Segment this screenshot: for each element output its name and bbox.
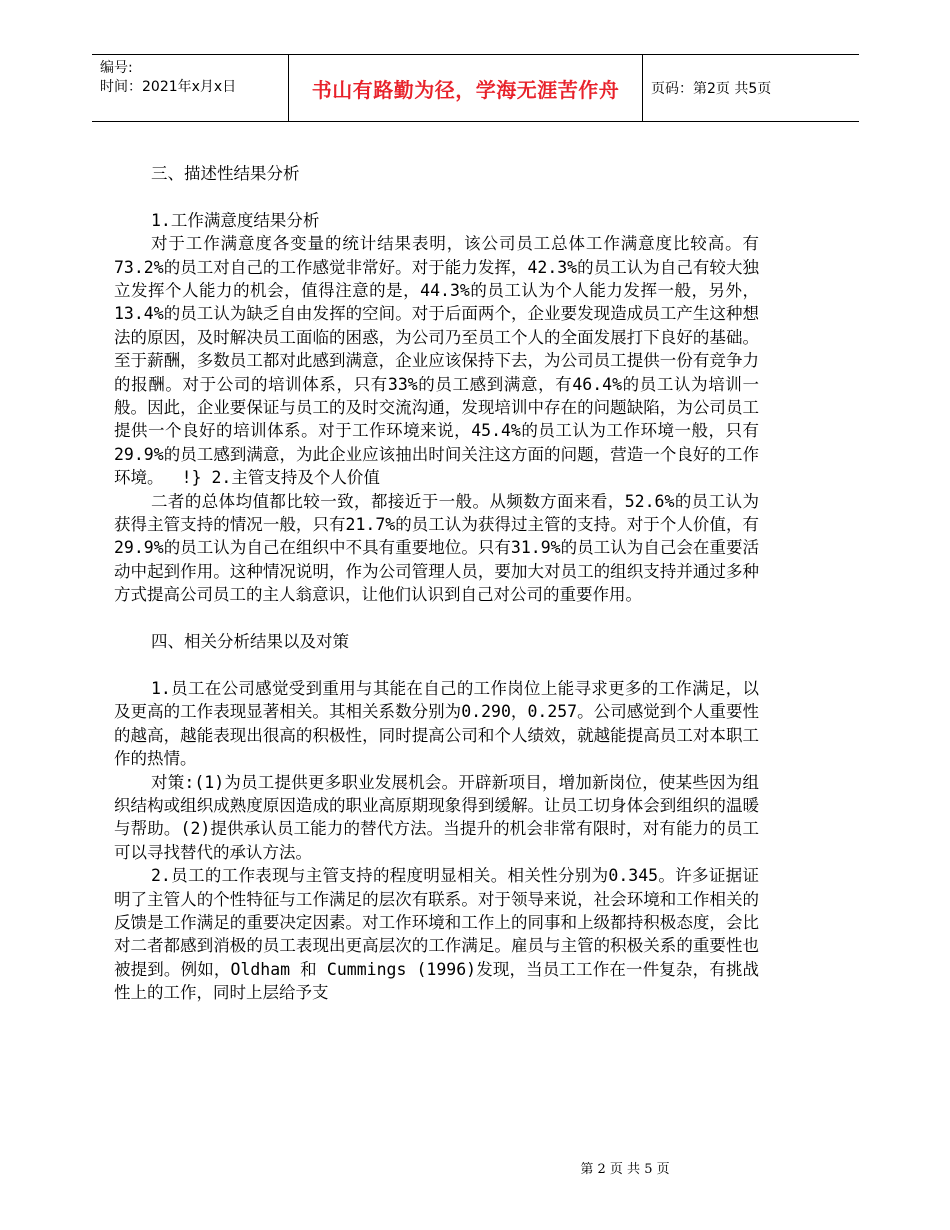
footer-page-number: 第 2 页 共 5 页 — [580, 1162, 670, 1177]
paragraph-supervisor-support: 二者的总体均值都比较一致，都接近于一般。从频数方面来看，52.6%的员工认为获得主管支持的情况一般，只有21.7%的员工认为获得过主管的支持。对于个人价值，有29.9%的员工认为自己在组织中不具有重要地位。只有31.9%的员工认为自己会在重要活动中起到作用。这种情况说明，作为公司管理人员，要加大对员工的组织支持并通过多种方式提高公司员工的主人翁意识，让他们认识到自己对公司的重要作用。 — [114, 491, 759, 605]
header-motto: 书山有路勤为径，学海无涯苦作舟 — [288, 55, 643, 121]
date-label: 时间：2021年x月x日 — [100, 79, 237, 95]
paragraph-countermeasures: 对策:(1)为员工提供更多职业发展机会。开辟新项目，增加新岗位，使某些因为组织结构或组织成熟度原因造成的职业高原期现象得到缓解。让员工切身体会到组织的温暖与帮助。(2)提供承认员工能力的替代方法。当提升的机会非常有限时，对有能力的员工可以寻找替代的承认方法。 — [114, 772, 759, 862]
subsection-1-title: 1.工作满意度结果分析 — [151, 210, 320, 230]
section-3-title: 三、描述性结果分析 — [151, 164, 300, 183]
header-meta — [92, 55, 288, 121]
paragraph-correlation-2: 2.员工的工作表现与主管支持的程度明显相关。相关性分别为0.345。许多证据证明了主管人的个性特征与工作满足的层次有联系。对于领导来说，社会环境和工作相关的反馈是工作满足的重要决定因素。对工作环境和工作上的同事和上级都持积极态度，会比对二者都感到消极的员工表现出更高层次的工作满足。雇员与主管的积极关系的重要性也被提到。例如，Oldham 和 Cummings (1996)发现，当员工工作在一件复杂，有挑战性上的工作，同时上层给予支 — [114, 866, 759, 1003]
paragraph-correlation-1: 1.员工在公司感觉受到重用与其能在自己的工作岗位上能寻求更多的工作满足，以及更高的工作表现显著相关。其相关系数分别为0.290，0.257。公司感觉到个人重要性的越高，越能表现出很高的积极性，同时提高公司和个人绩效，就越能提高员工对本职工作的热情。 — [114, 678, 759, 769]
paragraph-job-satisfaction: 对于工作满意度各变量的统计结果表明，该公司员工总体工作满意度比较高。有73.2%的员工对自己的工作感觉非常好。对于能力发挥，42.3%的员工认为自己有较大独立发挥个人能力的机会，值得注意的是，44.3%的员工认为个人能力发挥一般，另外，13.4%的员工认为缺乏自由发挥的空间。对于后面两个，企业要发现造成员工产生这种想法的原因，及时解决员工面临的困惑，为公司乃至员工个人的全面发展打下良好的基础。至于薪酬，多数员工都对此感到满意，企业应该保持下去，为公司员工提供一份有竞争力的报酬。对于公司的培训体系，只有33%的员工感到满意，有46.4%的员工认为培训一般。因此，企业要保证与员工的及时交流沟通，发现培训中存在的问题缺陷，为公司员工提供一个良好的培训体系。对于工作环境来说，45.4%的员工认为工作环境一般，只有29.9%的员工感到满意，为此企业应该抽出时间关注这方面的问题，营造一个良好的工作环境。 !} 2.主管支持及个人价值 — [114, 234, 759, 488]
page-header — [92, 54, 859, 122]
page-footer — [0, 1158, 950, 1177]
serial-number-label: 编号: — [100, 60, 133, 76]
header-page-number: 页码：第2页 共5页 — [651, 81, 772, 97]
section-4-title: 四、相关分析结果以及对策 — [151, 632, 349, 652]
document-body — [114, 162, 759, 1005]
